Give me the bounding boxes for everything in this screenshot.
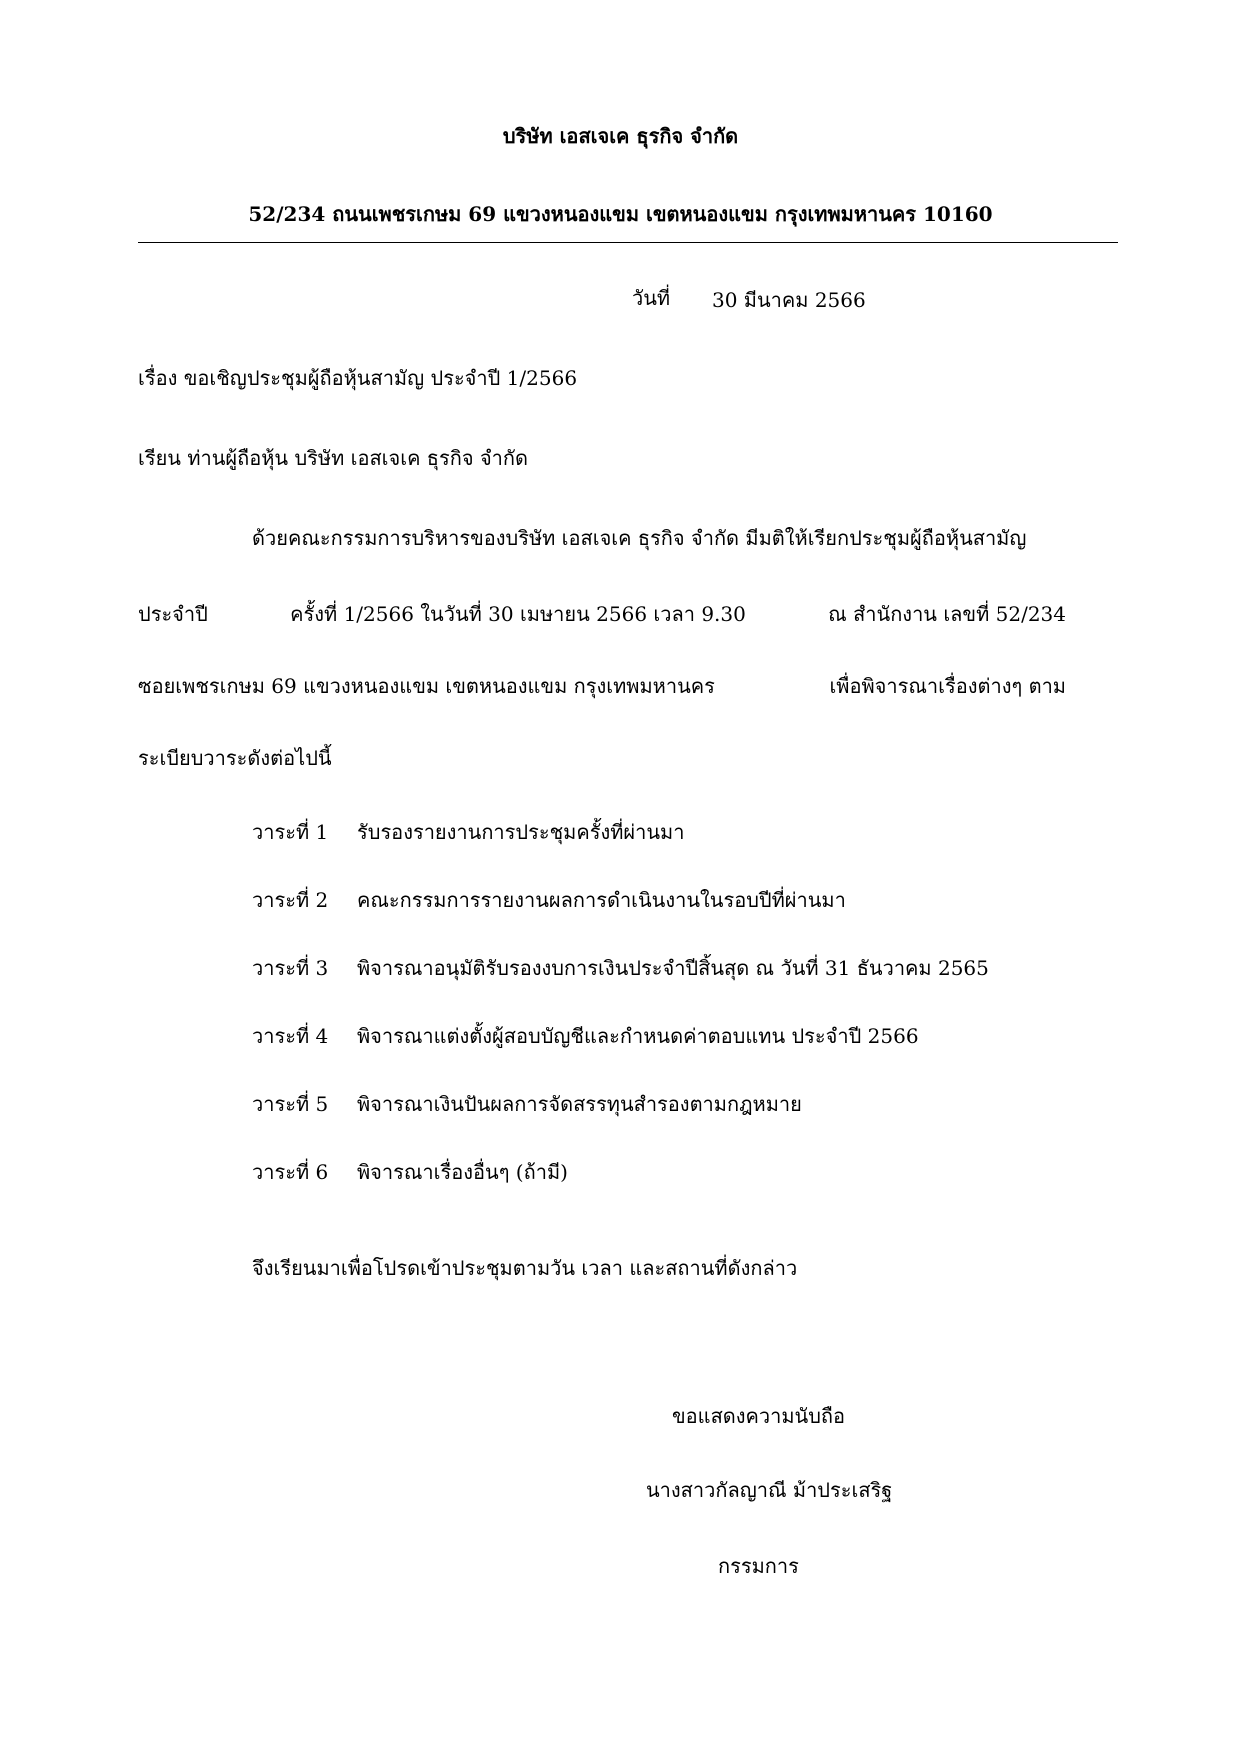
header-divider (138, 242, 1118, 243)
body-line-2-part-3: ณ สำนักงาน เลขที่ 52/234 (828, 602, 1066, 626)
salutation: ขอแสดงความนับถือ (672, 1404, 846, 1428)
agenda-item (252, 1026, 919, 1046)
body-line-3-part-1: ซอยเพชรเกษม 69 แขวงหนองแขม เขตหนองแขม กรุงเทพมหานคร (138, 674, 715, 698)
signatory-name: นางสาวกัลญาณี ม้าประเสริฐ (646, 1478, 893, 1502)
subject-line: เรื่อง ขอเชิญประชุมผู้ถือหุ้นสามัญ ประจำปี 1/2566 (138, 366, 578, 390)
date-value: 30 มีนาคม 2566 (712, 288, 866, 312)
agenda-item (252, 890, 846, 910)
company-name: บริษัท เอสเจเค ธุรกิจ จำกัด (502, 124, 739, 148)
agenda-number: วาระที่ 2 (252, 888, 329, 912)
agenda-text: พิจารณาเงินปันผลการจัดสรรทุนสำรองตามกฎหมาย (357, 1092, 802, 1116)
agenda-text: พิจารณาอนุมัติรับรองงบการเงินประจำปีสิ้นสุด ณ วันที่ 31 ธันวาคม 2565 (357, 956, 989, 980)
closing-line: จึงเรียนมาเพื่อโปรดเข้าประชุมตามวัน เวลา และสถานที่ดังกล่าว (252, 1256, 798, 1280)
agenda-text: รับรองรายงานการประชุมครั้งที่ผ่านมา (357, 820, 685, 844)
body-line-3-part-2: เพื่อพิจารณาเรื่องต่างๆ ตาม (829, 674, 1066, 698)
agenda-text: พิจารณาแต่งตั้งผู้สอบบัญชีและกำหนดค่าตอบแทน ประจำปี 2566 (357, 1024, 919, 1048)
body-line-3 (138, 676, 1066, 696)
date-label: วันที่ (632, 286, 671, 310)
agenda-number: วาระที่ 4 (252, 1024, 329, 1048)
recipient-line: เรียน ท่านผู้ถือหุ้น บริษัท เอสเจเค ธุรกิจ จำกัด (138, 446, 528, 470)
company-address: 52/234 ถนนเพชรเกษม 69 แขวงหนองแขม เขตหนองแขม กรุงเทพมหานคร 10160 (248, 202, 993, 226)
body-line-1: ด้วยคณะกรรมการบริหารของบริษัท เอสเจเค ธุรกิจ จำกัด มีมติให้เรียกประชุมผู้ถือหุ้นสามัญ (252, 526, 1027, 550)
body-line-2-part-2: ครั้งที่ 1/2566 ในวันที่ 30 เมษายน 2566 เวลา 9.30 (290, 602, 746, 626)
agenda-text: พิจารณาเรื่องอื่นๆ (ถ้ามี) (357, 1160, 568, 1184)
signatory-title: กรรมการ (718, 1554, 799, 1578)
agenda-item (252, 822, 684, 842)
agenda-text: คณะกรรมการรายงานผลการดำเนินงานในรอบปีที่ผ่านมา (357, 888, 846, 912)
agenda-number: วาระที่ 6 (252, 1160, 329, 1184)
body-line-4: ระเบียบวาระดังต่อไปนี้ (138, 746, 332, 770)
agenda-item (252, 1094, 802, 1114)
agenda-item (252, 1162, 568, 1182)
body-line-2 (138, 604, 1066, 624)
agenda-number: วาระที่ 1 (252, 820, 329, 844)
agenda-number: วาระที่ 5 (252, 1092, 329, 1116)
agenda-item (252, 958, 989, 978)
agenda-number: วาระที่ 3 (252, 956, 329, 980)
body-line-2-part-1: ประจำปี (138, 602, 208, 626)
